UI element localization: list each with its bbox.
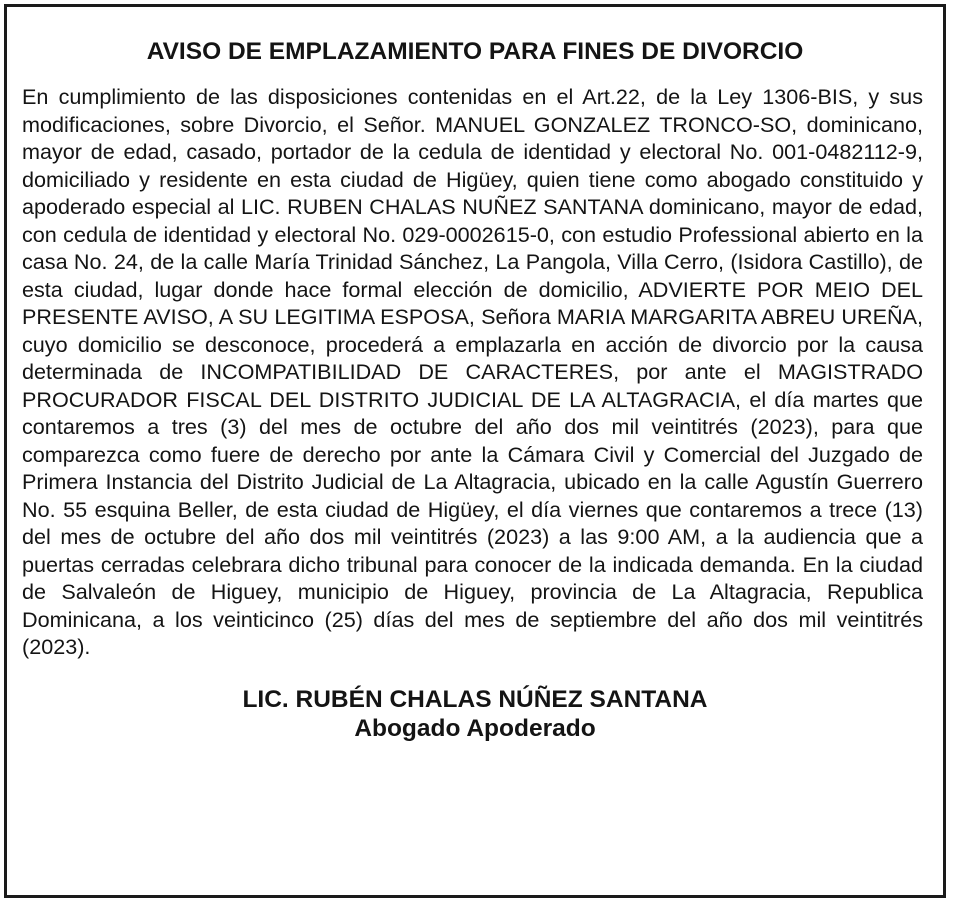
signature-block bbox=[7, 685, 943, 743]
notice-body: En cumplimiento de las disposiciones contenidas en el Art.22, de la Ley 1306-BIS, y sus modificaciones, sobre Divorcio, el Señor. MANUEL GONZALEZ TRONCO-SO, dominicano, mayor de edad, casado, portador de la cedula de identidad y electoral No. 001-0482112-9, domiciliado y residente en esta ciudad de Higüey, quien tiene como abogado constituido y apoderado especial al LIC. RUBEN CHALAS NUÑEZ SANTANA dominicano, mayor de edad, con cedula de identidad y electoral No. 029-0002615-0, con estudio Professional abierto en la casa No. 24, de la calle María Trinidad Sánchez, La Pangola, Villa Cerro, (Isidora Castillo), de esta ciudad, lugar donde hace formal elección de domicilio, ADVIERTE POR MEIO DEL PRESENTE AVISO, A SU LEGITIMA ESPOSA, Señora MARIA MARGARITA ABREU UREÑA, cuyo domicilio se desconoce, procederá a emplazarla en acción de divorcio por la causa determinada de INCOMPATIBILIDAD DE CARACTERES, por ante el MAGISTRADO PROCURADOR FISCAL DEL DISTRITO JUDICIAL DE LA ALTAGRACIA, el día martes que contaremos a tres (3) del mes de octubre del año dos mil veintitrés (2023), para que comparezca como fuere de derecho por ante la Cámara Civil y Comercial del Juzgado de Primera Instancia del Distrito Judicial de La Altagracia, ubicado en la calle Agustín Guerrero No. 55 esquina Beller, de esta ciudad de Higüey, el día viernes que contaremos a trece (13) del mes de octubre del año dos mil veintitrés (2023) a las 9:00 AM, a la audiencia que a puertas cerradas celebrara dicho tribunal para conocer de la indicada demanda. En la ciudad de Salvaleón de Higuey, municipio de Higuey, provincia de La Altagracia, Republica Dominicana, a los veinticinco (25) días del mes de septiembre del año dos mil veintitrés (2023). bbox=[22, 84, 923, 659]
notice-title: AVISO DE EMPLAZAMIENTO PARA FINES DE DIVORCIO bbox=[146, 38, 804, 65]
signature-role: Abogado Apoderado bbox=[354, 714, 596, 742]
signature-name: LIC. RUBÉN CHALAS NÚÑEZ SANTANA bbox=[242, 685, 708, 713]
notice-frame bbox=[4, 4, 946, 898]
